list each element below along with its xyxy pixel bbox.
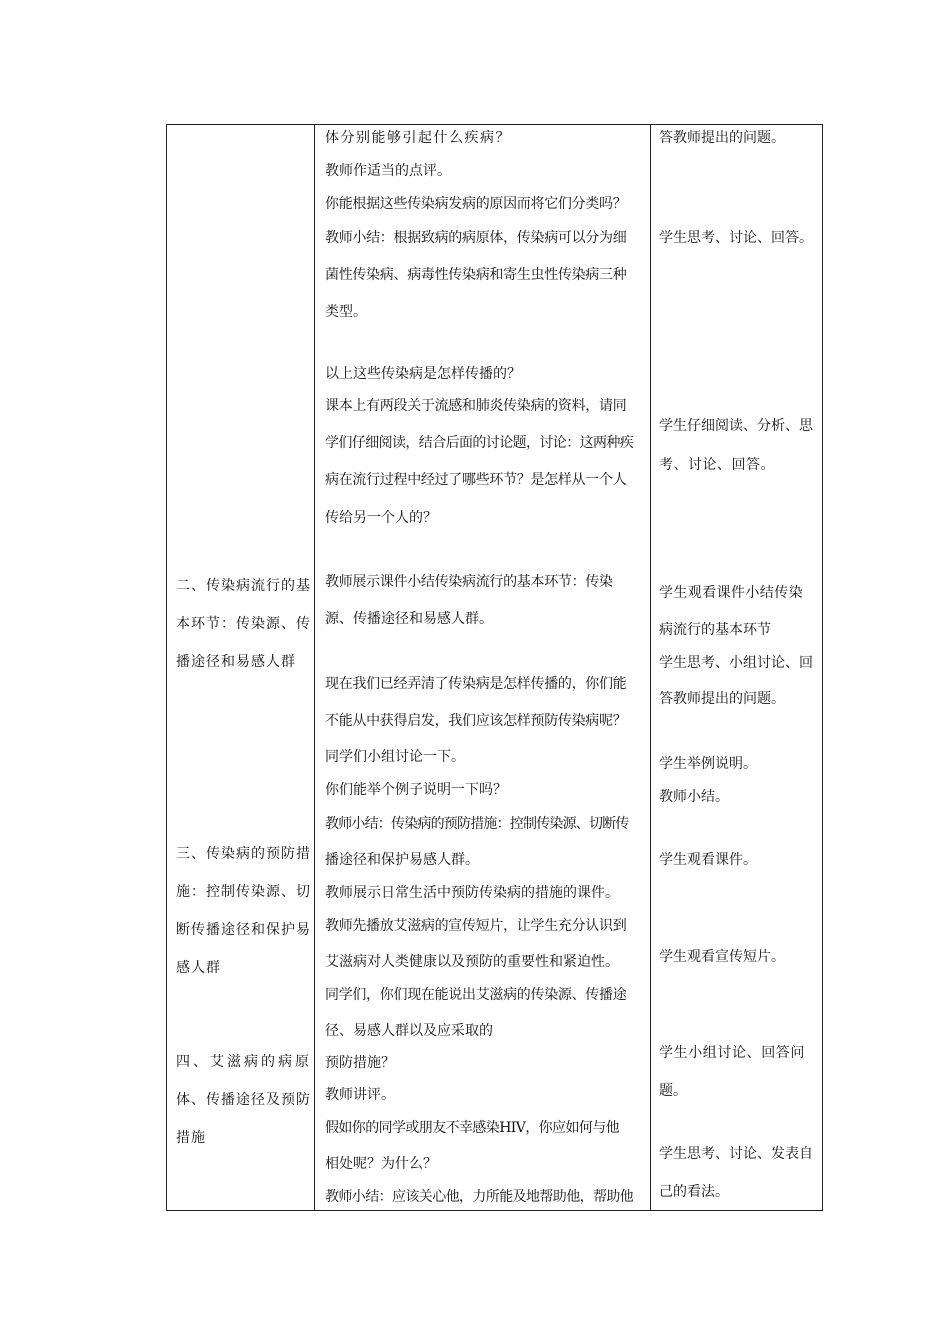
activity-line: 体分别能够引起什么疾病？ xyxy=(325,130,511,146)
student-line: 题。 xyxy=(659,1083,687,1099)
activity-line: 源、传播途径和易感人群。 xyxy=(325,611,493,627)
activity-line: 病在流行过程中经过了哪些环节？是怎样从一个人 xyxy=(325,472,627,488)
activity-line: 播途径和保护易感人群。 xyxy=(325,852,479,868)
lesson-table xyxy=(166,124,823,1211)
teacher-activity-column xyxy=(325,125,645,1210)
activity-line: 教师先播放艾滋病的宣传短片，让学生充分认识到 xyxy=(325,918,627,934)
student-line: 学生观看宣传短片。 xyxy=(659,949,785,965)
student-line: 学生思考、讨论、回答。 xyxy=(659,230,813,246)
activity-line: 教师小结：传染病的预防措施：控制传染源、切断传 xyxy=(325,816,629,832)
section-line: 施：控制传染源、切 xyxy=(176,884,311,900)
activity-line: 假如你的同学或朋友不幸感染HIV，你应如何与他 xyxy=(325,1120,620,1136)
column-divider xyxy=(650,125,651,1210)
student-line: 学生仔细阅读、分析、思 xyxy=(659,418,813,434)
activity-line: 现在我们已经弄清了传染病是怎样传播的，你们能 xyxy=(325,676,627,692)
activity-line: 你能根据这些传染病发病的原因而将它们分类吗？ xyxy=(325,196,627,212)
activity-line: 艾滋病对人类健康以及预防的重要性和紧迫性。 xyxy=(325,954,619,970)
student-activity-column xyxy=(659,125,819,1210)
activity-line: 不能从中获得启发，我们应该怎样预防传染病呢？ xyxy=(325,713,627,729)
activity-line: 教师讲评。 xyxy=(325,1087,395,1103)
student-line: 己的看法。 xyxy=(659,1184,729,1200)
activity-line: 教师小结：根据致病的病原体，传染病可以分为细 xyxy=(325,230,627,246)
student-line: 学生观看课件小结传染 xyxy=(659,585,803,601)
section-line: 三、传染病的预防措 xyxy=(176,846,311,862)
activity-line: 菌性传染病、病毒性传染病和寄生虫性传染病三种 xyxy=(325,267,627,283)
section-column xyxy=(176,125,310,1210)
student-line: 答教师提出的问题。 xyxy=(659,130,785,146)
activity-line: 预防措施？ xyxy=(325,1055,395,1071)
section-line: 播途径和易感人群 xyxy=(176,654,296,670)
activity-line: 学们仔细阅读，结合后面的讨论题，讨论：这两种疾 xyxy=(325,435,634,451)
student-line: 教师小结。 xyxy=(659,789,729,805)
activity-line: 同学们，你们现在能说出艾滋病的传染源、传播途 xyxy=(325,987,627,1003)
activity-line: 教师作适当的点评。 xyxy=(325,163,451,179)
student-line: 学生小组讨论、回答问 xyxy=(659,1045,805,1061)
section-line: 体、传播途径及预防 xyxy=(176,1092,311,1108)
activity-line: 类型。 xyxy=(325,304,367,320)
student-line: 学生举例说明。 xyxy=(659,756,757,772)
section-line: 四、艾滋病的病原 xyxy=(176,1054,312,1070)
section-line: 断传播途径和保护易 xyxy=(176,922,311,938)
student-line: 答教师提出的问题。 xyxy=(659,691,785,707)
activity-line: 教师展示日常生活中预防传染病的措施的课件。 xyxy=(325,885,619,901)
activity-line: 你们能举个例子说明一下吗？ xyxy=(325,782,507,798)
activity-line: 径、易感人群以及应采取的 xyxy=(325,1023,493,1039)
activity-line: 传给另一个人的？ xyxy=(325,510,437,526)
activity-line: 同学们小组讨论一下。 xyxy=(325,749,465,765)
student-line: 学生观看课件。 xyxy=(659,852,757,868)
student-line: 病流行的基本环节 xyxy=(659,622,771,638)
activity-line: 课本上有两段关于流感和肺炎传染病的资料，请同 xyxy=(325,398,627,414)
activity-line: 以上这些传染病是怎样传播的？ xyxy=(325,366,521,382)
section-line: 二、传染病流行的基 xyxy=(176,578,311,594)
student-line: 学生思考、小组讨论、回 xyxy=(659,655,813,671)
column-divider xyxy=(314,125,315,1210)
section-line: 感人群 xyxy=(176,960,221,976)
activity-line: 相处呢？为什么？ xyxy=(325,1156,437,1172)
student-line: 考、讨论、回答。 xyxy=(659,457,775,473)
activity-line: 教师小结：应该关心他，力所能及地帮助他，帮助他 xyxy=(325,1189,634,1205)
section-line: 本环节：传染源、传 xyxy=(176,616,311,632)
section-line: 措施 xyxy=(176,1130,206,1146)
activity-line: 教师展示课件小结传染病流行的基本环节：传染 xyxy=(325,574,613,590)
student-line: 学生思考、讨论、发表自 xyxy=(659,1146,813,1162)
